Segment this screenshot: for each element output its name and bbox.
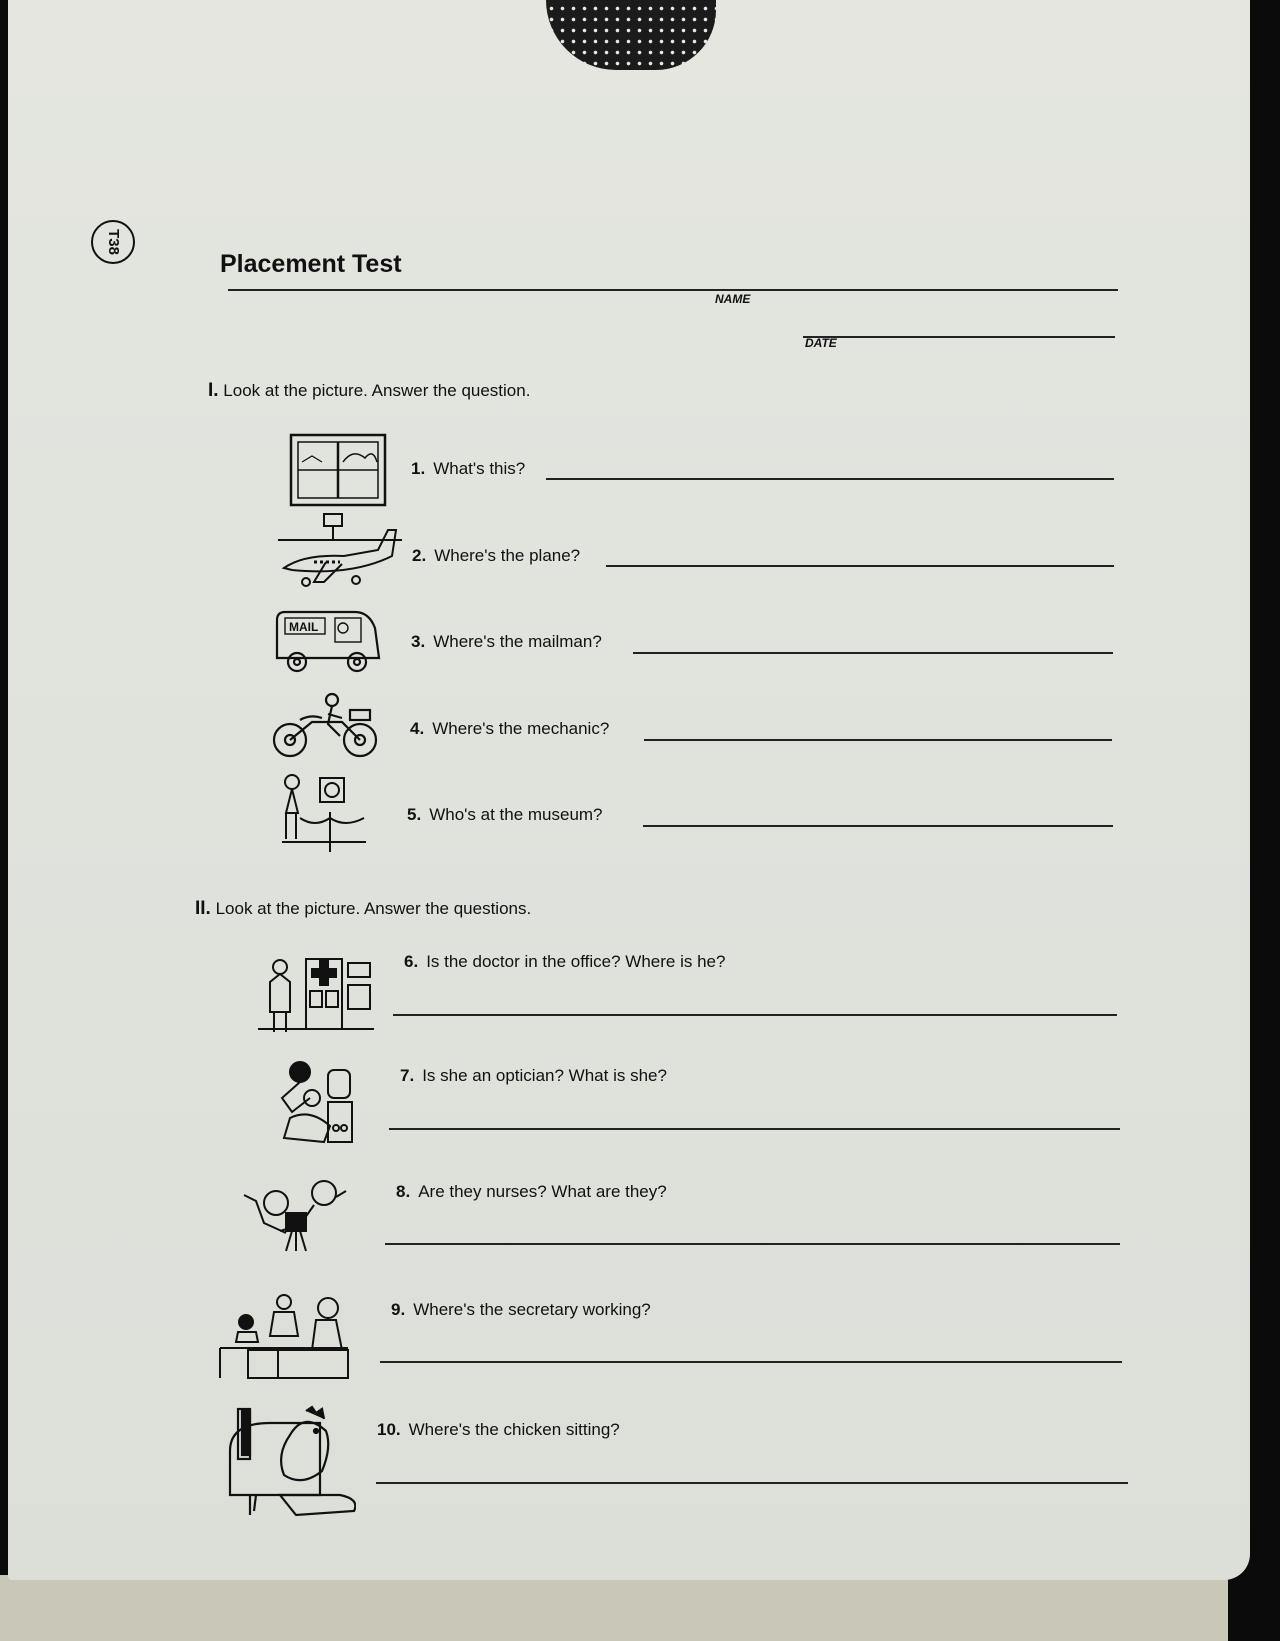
question-1 <box>411 459 525 479</box>
question-2 <box>412 546 580 566</box>
motorcycle-icon <box>270 690 382 760</box>
window-icon <box>288 432 388 508</box>
question-6 <box>404 952 725 972</box>
question-1-number: 1. <box>411 459 426 478</box>
section-1-text: Look at the picture. Answer the question. <box>223 381 531 400</box>
answer-5-line[interactable] <box>643 825 1113 827</box>
name-line[interactable] <box>228 289 1118 291</box>
worksheet-page <box>8 0 1250 1580</box>
answer-3-line[interactable] <box>633 652 1113 654</box>
name-label: NAME <box>715 292 751 306</box>
question-5 <box>407 805 603 825</box>
question-4-text: Where's the mechanic? <box>432 719 610 738</box>
question-3-number: 3. <box>411 632 426 651</box>
answer-1-line[interactable] <box>546 478 1114 480</box>
question-3 <box>411 632 602 652</box>
underlying-page <box>0 1575 1228 1641</box>
answer-2-line[interactable] <box>606 565 1114 567</box>
question-8-text: Are they nurses? What are they? <box>418 1182 667 1201</box>
page-title: Placement Test <box>220 250 402 278</box>
question-4-number: 4. <box>410 719 425 738</box>
binder-clip <box>546 0 716 70</box>
question-1-text: What's this? <box>433 459 526 478</box>
question-9-text: Where's the secretary working? <box>413 1300 651 1319</box>
airplane-icon <box>276 510 404 594</box>
answer-8-line[interactable] <box>385 1243 1120 1245</box>
question-7-text: Is she an optician? What is she? <box>422 1066 667 1085</box>
office-workers-icon <box>218 1292 350 1382</box>
section-2-text: Look at the picture. Answer the questions. <box>215 899 532 918</box>
section-2-instruction <box>195 898 531 920</box>
svg-text:MAIL: MAIL <box>289 620 319 634</box>
doctor-outside-icon <box>258 955 374 1037</box>
section-1-numeral: I. <box>208 380 219 401</box>
page-seal: T38 <box>91 220 135 264</box>
question-5-text: Who's at the museum? <box>429 805 603 824</box>
question-10-number: 10. <box>377 1420 401 1439</box>
question-6-number: 6. <box>404 952 419 971</box>
question-10 <box>377 1420 620 1440</box>
question-4 <box>410 719 609 739</box>
museum-visitors-icon <box>280 772 368 854</box>
chicken-mailbox-icon <box>220 1405 356 1521</box>
question-6-text: Is the doctor in the office? Where is he? <box>426 952 726 971</box>
question-9-number: 9. <box>391 1300 406 1319</box>
answer-10-line[interactable] <box>376 1482 1128 1484</box>
question-2-number: 2. <box>412 546 427 565</box>
section-2-numeral: II. <box>195 898 211 919</box>
question-8 <box>396 1182 667 1202</box>
question-8-number: 8. <box>396 1182 411 1201</box>
question-2-text: Where's the plane? <box>434 546 581 565</box>
date-line[interactable] <box>803 336 1115 338</box>
section-1-instruction <box>208 380 530 402</box>
question-7-number: 7. <box>400 1066 415 1085</box>
question-10-text: Where's the chicken sitting? <box>408 1420 620 1439</box>
question-9 <box>391 1300 651 1320</box>
dentist-icon <box>270 1058 358 1146</box>
question-3-text: Where's the mailman? <box>433 632 602 651</box>
answer-6-line[interactable] <box>393 1014 1117 1016</box>
mail-truck-icon <box>273 608 383 674</box>
answer-9-line[interactable] <box>380 1361 1122 1363</box>
answer-4-line[interactable] <box>644 739 1112 741</box>
question-5-number: 5. <box>407 805 422 824</box>
question-7 <box>400 1066 667 1086</box>
date-label: DATE <box>805 336 837 350</box>
camera-crew-icon <box>236 1175 358 1255</box>
answer-7-line[interactable] <box>389 1128 1120 1130</box>
